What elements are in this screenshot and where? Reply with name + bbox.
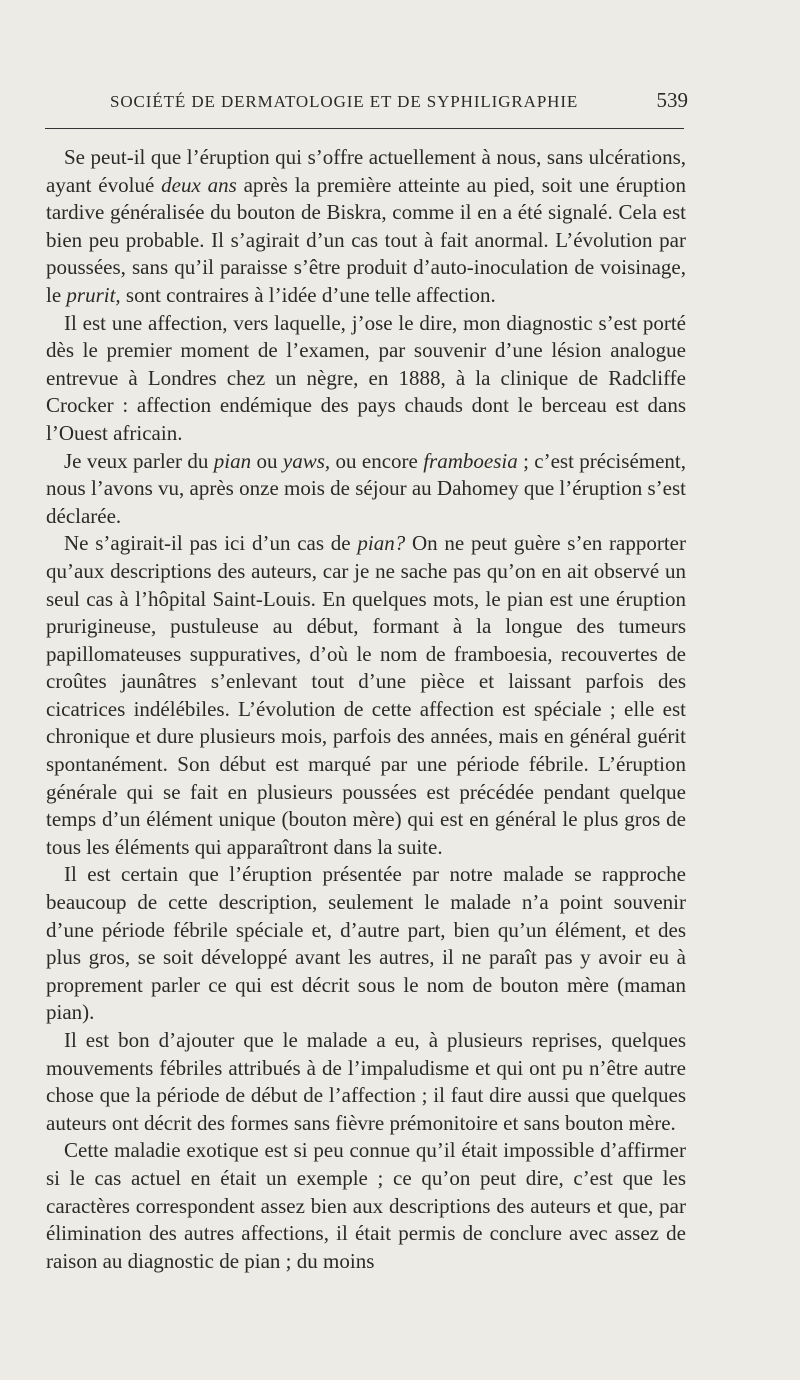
paragraph [46,1027,686,1137]
paragraph [46,530,686,861]
italic-term: yaws, [282,448,331,473]
text-run: Il est une affection, vers laquelle, j’ose le dire, mon diagnostic s’est porté dès le premier moment de l’examen, par souvenir d’une lésion analogue entrevue à Londres chez un nègre, en 1888, à la clinique de Radcliffe Crocker : affection endémique des pays chauds dont le berceau est dans l’Ouest africain. [46,310,686,445]
text-run: ou encore [330,448,424,473]
text-run: Ne s’agirait-il pas ici d’un cas de [64,531,358,556]
text-run: après la première atteinte au pied, soit une éruption tardive généralisée du bouton de Biskra, comme il en a été signalé. Cela est bien peu probable. Il s’agirait d’un cas tout à fait anormal. L’évolution par poussées, sans qu’il paraisse s’être produit d’auto-inoculation de voisinage, le [46,172,686,307]
text-run: ; c’est précisément, nous l’avons vu, après onze mois de séjour au Dahomey que l’éruption s’est déclarée. [46,448,686,528]
paragraph [46,310,686,448]
paragraph [46,144,686,310]
italic-term: prurit, [66,282,121,307]
text-run: ou [251,448,283,473]
header-rule [45,128,684,129]
text-run: Cette maladie exotique est si peu connue qu’il était impossible d’affirmer si le cas actuel en était un exemple ; ce qu’on peut dire, c’est que les caractères correspondent assez bien aux descriptions des auteurs et que, par élimination des autres affections, il était permis de conclure avec assez de raison au diagnostic de pian ; du moins [46,1138,686,1273]
text-run: sont contraires à l’idée d’une telle affection. [120,282,496,307]
running-header [110,88,688,113]
text-run: Il est bon d’ajouter que le malade a eu, à plusieurs reprises, quelques mouvements fébriles attribués à de l’impaludisme et qui ont pu n’être autre chose que la période de début de l’affection ; il faut dire aussi que quelques auteurs ont décrit des formes sans fièvre prémonitoire et sans bouton mère. [46,1028,686,1135]
italic-term: pian? [357,531,406,556]
text-run: Il est certain que l’éruption présentée par notre malade se rapproche beaucoup de cette description, seulement le malade n’a point souvenir d’une période fébrile spéciale et, d’autre part, bien qu’un élément, et des plus gros, se soit développé avant les autres, il ne paraît pas y avoir eu à proprement parler ce qui est décrit sous le nom de bouton mère (maman pian). [46,862,686,1025]
paragraph [46,1137,686,1275]
paragraph [46,448,686,531]
running-title: SOCIÉTÉ DE DERMATOLOGIE ET DE SYPHILIGRAPHIE [110,92,579,111]
text-run: Je veux parler du [64,448,214,473]
text-run: On ne peut guère s’en rapporter qu’aux descriptions des auteurs, car je ne sache pas qu’on en ait observé un seul cas à l’hôpital Saint-Louis. En quelques mots, le pian est une éruption prurigineuse, pustuleuse au début, formant à la longue des tumeurs papillomateuses suppuratives, d’où le nom de framboesia, recouvertes de croûtes jaunâtres s’enlevant tout d’une pièce et laissant parfois des cicatrices indélébiles. L’évolution de cette affection est spéciale ; elle est chronique et dure plusieurs mois, parfois des années, mais en général guérit spontanément. Son début est marqué par une période fébrile. L’éruption générale qui se fait en plusieurs poussées est précédée pendant quelque temps d’un élément unique (bouton mère) qui est en général le plus gros de tous les éléments qui apparaîtront dans la suite. [46,531,686,859]
text-run: Se peut-il que l’éruption qui s’offre actuellement à nous, sans ulcérations, ayant évolué [46,145,686,197]
paragraph [46,861,686,1027]
italic-term: pian [213,448,252,473]
italic-term: framboesia [423,448,518,473]
page-number: 539 [656,88,688,112]
italic-term: deux ans [161,172,237,197]
body-text [46,144,686,1275]
